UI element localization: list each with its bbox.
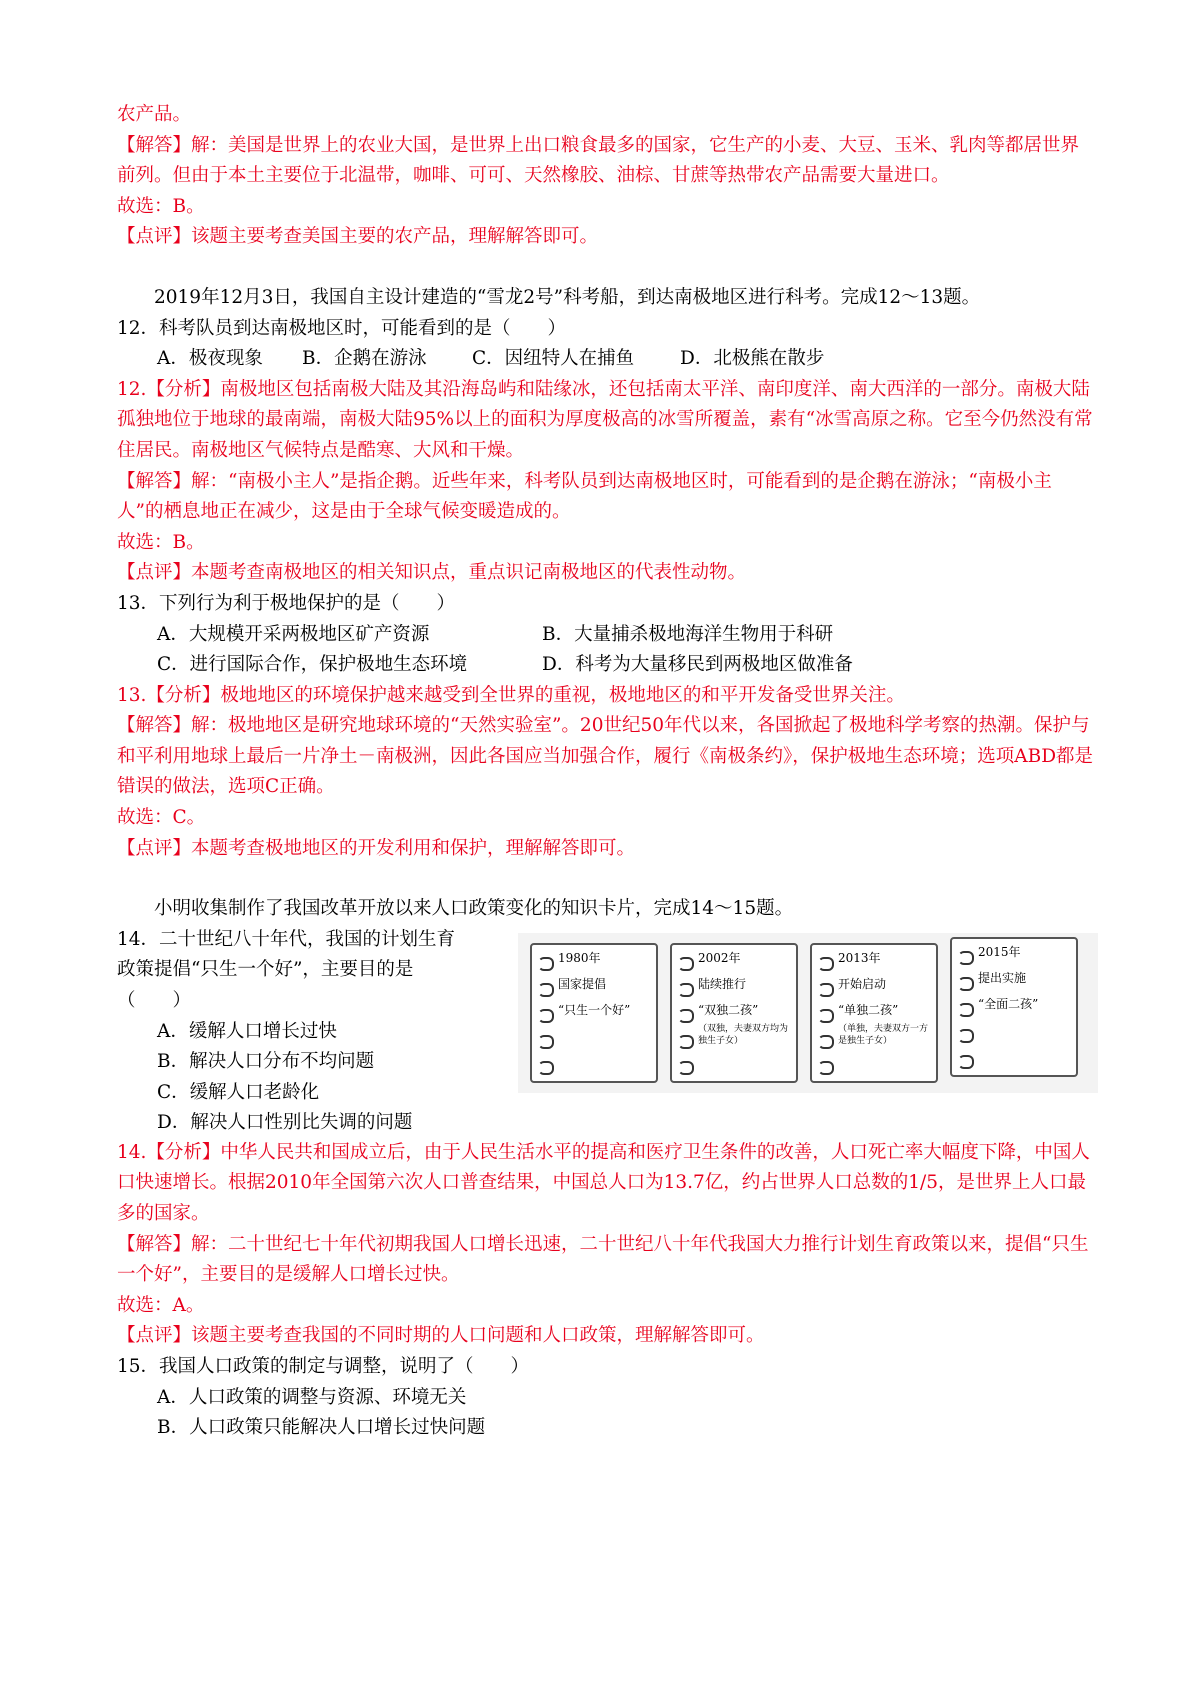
- q11-cont: 农产品。: [117, 104, 192, 125]
- ring-icon: [538, 957, 554, 971]
- ring-icon: [678, 1035, 694, 1049]
- document-page: [117, 100, 1097, 1444]
- q13-option-c: C．进行国际合作，保护极地生态环境: [157, 654, 468, 676]
- card-line1: 国家提倡: [558, 976, 607, 991]
- card-line2: “全面二孩”: [978, 996, 1039, 1011]
- ring-icon: [538, 983, 554, 997]
- intro-14-15: 小明收集制作了我国改革开放以来人口政策变化的知识卡片，完成14～15题。: [154, 898, 794, 920]
- q15-option-b: B．人口政策只能解决人口增长过快问题: [157, 1417, 486, 1439]
- ring-icon: [818, 983, 834, 997]
- card-line1: 提出实施: [978, 970, 1027, 985]
- q13-choice: 故选：C。: [117, 807, 206, 829]
- q14-block: [117, 925, 1097, 1138]
- q13-options-row2: [117, 650, 1097, 681]
- ring-icon: [958, 1003, 974, 1017]
- card-year: 1980年: [558, 950, 601, 965]
- q12-options: [117, 344, 1097, 375]
- card-line2: “只生一个好”: [558, 1002, 631, 1017]
- q11-choice: 故选：B。: [117, 195, 205, 217]
- card-line1: 陆续推行: [698, 976, 747, 991]
- q13-option-a: A．大规模开采两极地区矿产资源: [157, 623, 430, 645]
- q14-stem-line3: （ ）: [117, 990, 192, 1012]
- q14-review: 【点评】该题主要考查我国的不同时期的人口问题和人口政策，理解解答即可。: [117, 1325, 765, 1347]
- ring-icon: [818, 1061, 834, 1075]
- ring-icon: [678, 1061, 694, 1075]
- q15-option-a: A．人口政策的调整与资源、环境无关: [157, 1386, 467, 1408]
- q14-option-b: B．解决人口分布不均问题: [157, 1051, 375, 1073]
- q12-option-d: D．北极熊在散步: [680, 348, 825, 370]
- q11-review: 【点评】该题主要考查美国主要的农产品，理解解答即可。: [117, 226, 599, 248]
- q11-answer: 【解答】解：美国是世界上的农业大国，是世界上出口粮食最多的国家，它生产的小麦、大豆、玉米、乳肉等都居世界前列。但由于本土主要位于北温带，咖啡、可可、天然橡胶、油棕、甘蔗等热带农产品需要大量进口。: [117, 134, 1080, 187]
- ring-icon: [538, 1035, 554, 1049]
- q13-analysis: 13.【分析】极地地区的环境保护越来越受到全世界的重视，极地地区的和平开发备受世界关注。: [117, 684, 905, 706]
- q13-review: 【点评】本题考查极地地区的开发利用和保护，理解解答即可。: [117, 837, 636, 859]
- card-line1: 开始启动: [838, 976, 887, 991]
- card-year: 2002年: [698, 950, 741, 965]
- ring-icon: [538, 1009, 554, 1023]
- q13-options-row1: [117, 620, 1097, 651]
- q14-option-c: C．缓解人口老龄化: [157, 1081, 320, 1103]
- q12-option-a: A．极夜现象: [157, 348, 263, 370]
- q14-option-d: D．解决人口性别比失调的问题: [157, 1112, 413, 1134]
- policy-card-2013: [810, 943, 938, 1083]
- q12-analysis: 12.【分析】南极地区包括南极大陆及其沿海岛屿和陆缘冰，还包括南太平洋、南印度洋、南大西洋的一部分。南极大陆孤独地位于地球的最南端，南极大陆95%以上的面积为厚度极高的冰雪所覆盖，素有“冰雪高原之称。它至今仍然没有常住居民。南极地区气候特点是酷寒、大风和干燥。: [117, 378, 1093, 461]
- ring-icon: [538, 1061, 554, 1075]
- ring-icon: [818, 1035, 834, 1049]
- q12-answer: 【解答】解：“南极小主人”是指企鹅。近些年来，科考队员到达南极地区时，可能看到的是企鹅在游泳；“南极小主人”的栖息地正在减少，这是由于全球气候变暖造成的。: [117, 470, 1052, 523]
- q13-stem: 13．下列行为利于极地保护的是（ ）: [117, 592, 456, 614]
- q13-option-b: B．大量捕杀极地海洋生物用于科研: [542, 623, 834, 645]
- ring-icon: [678, 957, 694, 971]
- q14-answer: 【解答】解：二十世纪七十年代初期我国人口增长迅速，二十世纪八十年代我国大力推行计划生育政策以来，提倡“只生一个好”，主要目的是缓解人口增长过快。: [117, 1233, 1089, 1286]
- policy-cards-figure: [518, 933, 1098, 1093]
- q13-option-d: D．科考为大量移民到两极地区做准备: [542, 654, 853, 676]
- ring-icon: [958, 977, 974, 991]
- q12-choice: 故选：B。: [117, 531, 205, 553]
- q13-answer: 【解答】解：极地地区是研究地球环境的“天然实验室”。20世纪50年代以来，各国掀起了极地科学考察的热潮。保护与和平利用地球上最后一片净土－南极洲，因此各国应当加强合作，履行《南极条约》，保护极地生态环境；选项ABD都是错误的做法，选项C正确。: [117, 715, 1094, 798]
- q12-review: 【点评】本题考查南极地区的相关知识点，重点识记南极地区的代表性动物。: [117, 562, 747, 584]
- card-note: （单独，夫妻双方一方是独生子女）: [838, 1023, 929, 1046]
- q12-option-c: C．因纽特人在捕鱼: [472, 348, 635, 370]
- q14-text: [117, 925, 502, 1139]
- q12-stem: 12．科考队员到达南极地区时，可能看到的是（ ）: [117, 317, 567, 339]
- card-line2: “单独二孩”: [838, 1002, 899, 1017]
- q15-stem: 15．我国人口政策的制定与调整，说明了（ ）: [117, 1356, 530, 1377]
- card-year: 2015年: [978, 944, 1021, 959]
- ring-icon: [818, 957, 834, 971]
- ring-icon: [958, 951, 974, 965]
- policy-card-1980: [530, 943, 658, 1083]
- card-year: 2013年: [838, 950, 881, 965]
- ring-icon: [958, 1029, 974, 1043]
- intro-12-13: 2019年12月3日，我国自主设计建造的“雪龙2号”科考船，到达南极地区进行科考。完成12～13题。: [154, 286, 981, 308]
- q14-stem-line2: 政策提倡“只生一个好”，主要目的是: [117, 959, 414, 981]
- ring-icon: [678, 1009, 694, 1023]
- q14-stem-line1: 14．二十世纪八十年代，我国的计划生育: [117, 928, 456, 950]
- q14-analysis: 14.【分析】中华人民共和国成立后，由于人民生活水平的提高和医疗卫生条件的改善，人口死亡率大幅度下降，中国人口快速增长。根据2010年全国第六次人口普查结果，中国总人口为13.7亿，约占世界人口总数的1/5，是世界上人口最多的国家。: [117, 1141, 1090, 1225]
- q14-choice: 故选：A。: [117, 1294, 205, 1316]
- q12-option-b: B．企鹅在游泳: [302, 348, 427, 370]
- ring-icon: [958, 1055, 974, 1069]
- ring-icon: [818, 1009, 834, 1023]
- ring-icon: [678, 983, 694, 997]
- card-line2: “双独二孩”: [698, 1002, 759, 1017]
- card-note: （双独，夫妻双方均为独生子女）: [698, 1023, 789, 1046]
- policy-card-2002: [670, 943, 798, 1083]
- policy-card-2015: [950, 937, 1078, 1077]
- q14-option-a: A．缓解人口增长过快: [157, 1020, 337, 1042]
